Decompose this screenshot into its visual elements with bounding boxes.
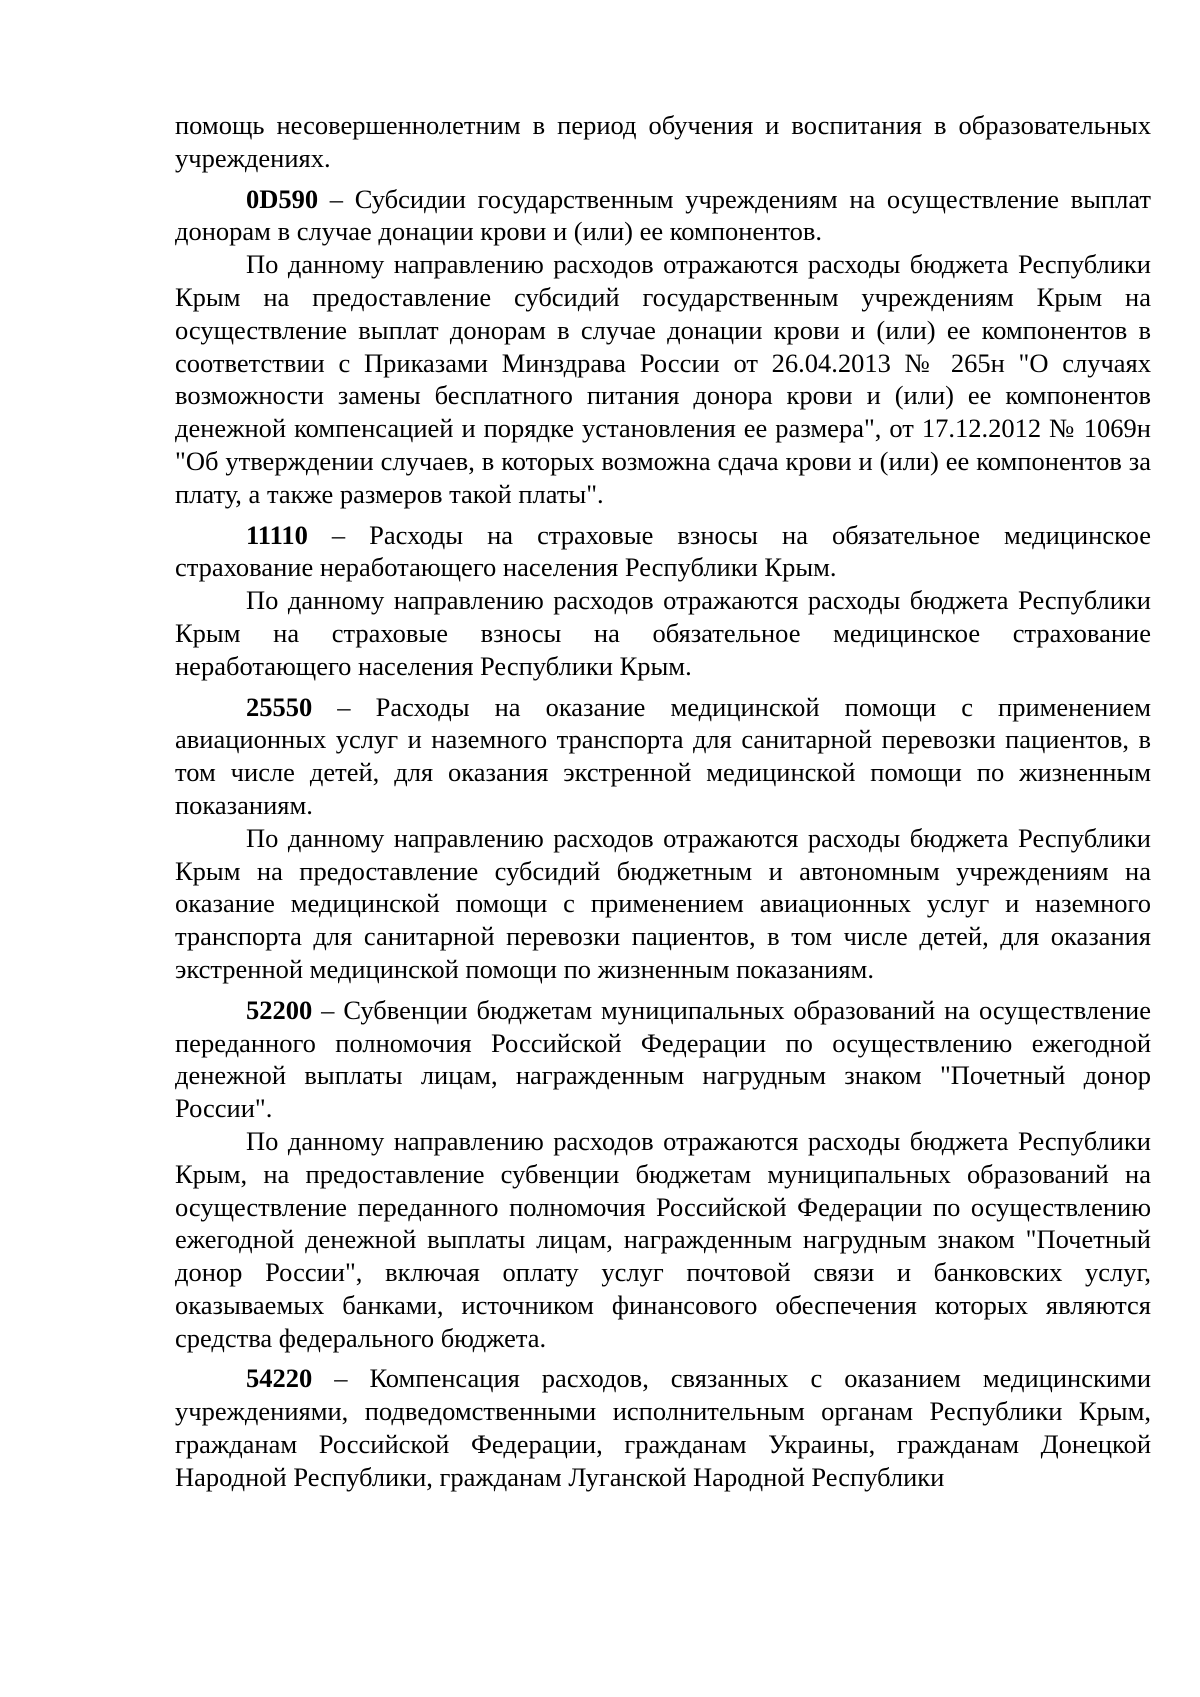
document-section <box>175 519 1151 683</box>
document-page <box>175 109 1151 1502</box>
document-section <box>175 1362 1151 1493</box>
body-paragraph <box>175 1125 1151 1355</box>
paragraph-text: – Субвенции бюджетам муниципальных образований на осуществление переданного полномочия Российской Федерации по осуществлению ежегодной денежной выплаты лицам, награжденным нагрудным знаком "Почетный донор России". <box>175 994 1151 1124</box>
section-heading-paragraph <box>175 691 1151 822</box>
section-heading-paragraph <box>175 994 1151 1125</box>
document-section <box>175 994 1151 1355</box>
paragraph-text: – Субсидии государственным учреждениям на осуществление выплат донорам в случае донации крови и (или) ее компонентов. <box>175 183 1151 247</box>
paragraph-text: По данному направлению расходов отражаются расходы бюджета Республики Крым на предоставление субсидий государственным учреждениям Крым на осуществление выплат донорам в случае донации крови и (или) ее компонентов в соответствии с Приказами Минздрава России от 26.04.2013 № 265н "О случаях возможности замены бесплатного питания донора крови и (или) ее компонентов денежной компенсацией и порядке установления ее размера", от 17.12.2012 № 1069н "Об утверждении случаев, в которых возможна сдача крови и (или) ее компонентов за плату, а также размеров такой платы". <box>175 249 1151 509</box>
document-section <box>175 109 1151 175</box>
section-heading-paragraph <box>175 183 1151 249</box>
paragraph-text: По данному направлению расходов отражаются расходы бюджета Республики Крым на страховые взносы на обязательное медицинское страхование неработающего населения Республики Крым. <box>175 585 1151 681</box>
document-section <box>175 183 1151 511</box>
paragraph-text: По данному направлению расходов отражаются расходы бюджета Республики Крым на предоставление субсидий бюджетным и автономным учреждениям на оказание медицинской помощи с применением авиационных услуг и наземного транспорта для санитарной перевозки пациентов, в том числе детей, для оказания экстренной медицинской помощи по жизненным показаниям. <box>175 822 1151 984</box>
section-heading-paragraph <box>175 1362 1151 1493</box>
paragraph-text: помощь несовершеннолетним в период обучения и воспитания в образовательных учреждениях. <box>175 110 1151 173</box>
expense-code: 0D590 <box>246 183 319 214</box>
section-heading-paragraph <box>175 519 1151 585</box>
paragraph-text: – Расходы на оказание медицинской помощи с применением авиационных услуг и наземного транспорта для санитарной перевозки пациентов, в том числе детей, для оказания экстренной медицинской помощи по жизненным показаниям. <box>175 691 1151 820</box>
expense-code: 52200 <box>246 994 313 1025</box>
body-paragraph <box>175 248 1151 510</box>
body-paragraph <box>175 584 1151 682</box>
expense-code: 54220 <box>246 1363 313 1394</box>
paragraph-text: – Компенсация расходов, связанных с оказанием медицинскими учреждениями, подведомственными исполнительным органам Республики Крым, гражданам Российской Федерации, гражданам Украины, гражданам Донецкой Народной Республики, гражданам Луганской Народной Республики <box>175 1363 1151 1492</box>
expense-code: 25550 <box>246 691 313 722</box>
body-paragraph <box>175 822 1151 986</box>
document-section <box>175 691 1151 986</box>
paragraph-text: – Расходы на страховые взносы на обязательное медицинское страхование неработающего населения Республики Крым. <box>175 519 1151 583</box>
paragraph-text: По данному направлению расходов отражаются расходы бюджета Республики Крым, на предоставление субвенции бюджетам муниципальных образований на осуществление переданного полномочия Российской Федерации по осуществлению ежегодной денежной выплаты лицам, награжденным нагрудным знаком "Почетный донор России", включая оплату услуг почтовой связи и банковских услуг, оказываемых банками, источником финансового обеспечения которых являются средства федерального бюджета. <box>175 1125 1151 1353</box>
body-paragraph <box>175 109 1151 175</box>
expense-code: 11110 <box>246 519 308 550</box>
